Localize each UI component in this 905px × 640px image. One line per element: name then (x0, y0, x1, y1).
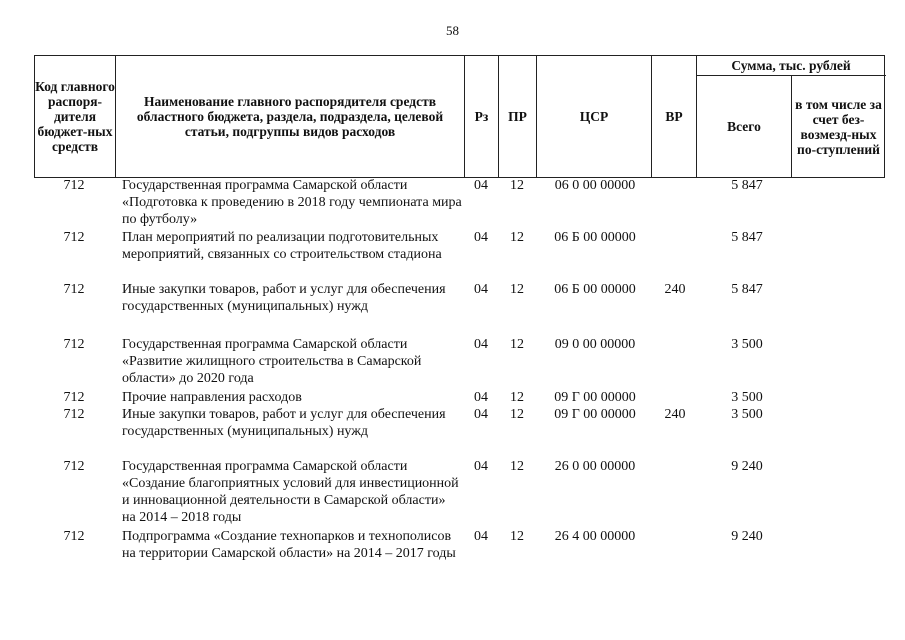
row-rz: 04 (474, 390, 488, 405)
row-code: 712 (63, 282, 85, 297)
row-rz: 04 (474, 459, 488, 474)
row-total: 5 847 (731, 230, 763, 245)
row-rz: 04 (474, 282, 488, 297)
row-name: Государственная программа Самарской области «Подготовка к проведению в 2018 году чемпионата мира по футболу» (122, 178, 462, 227)
row-name: Иные закупки товаров, работ и услуг для обеспечения государственных (муниципальных) нужд (122, 407, 446, 439)
row-pr: 12 (510, 529, 524, 544)
row-csr: 06 Б 00 00000 (554, 282, 636, 297)
row-rz: 04 (474, 529, 488, 544)
row-csr: 06 Б 00 00000 (554, 230, 636, 245)
row-csr: 09 Г 00 00000 (554, 390, 636, 405)
row-code: 712 (63, 230, 85, 245)
row-rz: 04 (474, 178, 488, 193)
header-csr: ЦСР (579, 109, 609, 124)
row-pr: 12 (510, 390, 524, 405)
row-total: 5 847 (731, 282, 763, 297)
row-rz: 04 (474, 407, 488, 422)
row-rz: 04 (474, 337, 488, 352)
row-pr: 12 (510, 337, 524, 352)
row-vr: 240 (664, 282, 686, 297)
row-total: 3 500 (731, 407, 763, 422)
header-vr: ВР (665, 109, 683, 124)
row-total: 3 500 (731, 390, 763, 405)
row-code: 712 (63, 407, 85, 422)
row-name: Иные закупки товаров, работ и услуг для обеспечения государственных (муниципальных) нужд (122, 282, 446, 314)
row-pr: 12 (510, 230, 524, 245)
page-number: 58 (446, 23, 459, 38)
row-csr: 09 0 00 00000 (554, 337, 636, 352)
row-total: 9 240 (731, 459, 763, 474)
row-rz: 04 (474, 230, 488, 245)
row-name: Подпрограмма «Создание технопарков и технополисов на территории Самарской области» на 2014 – 2017 годы (122, 529, 456, 561)
row-csr: 26 0 00 00000 (554, 459, 636, 474)
row-vr: 240 (664, 407, 686, 422)
header-gratuitous: в том числе за счет без-возмезд-ных по-ступлений (795, 96, 882, 157)
row-name: Государственная программа Самарской области «Создание благоприятных условий для инвестиционной и инновационной деятельности в Самарской области» на 2014 – 2018 годы (122, 459, 459, 525)
row-name: Государственная программа Самарской области «Развитие жилищного строительства в Самарской области» до 2020 года (122, 337, 422, 386)
row-pr: 12 (510, 178, 524, 193)
row-name: План мероприятий по реализации подготовительных мероприятий, связанных со строительством стадиона (122, 230, 442, 262)
row-total: 9 240 (731, 529, 763, 544)
row-csr: 26 4 00 00000 (554, 529, 636, 544)
row-code: 712 (63, 459, 85, 474)
row-csr: 09 Г 00 00000 (554, 407, 636, 422)
header-code: Код главного распоря-дителя бюджет-ных средств (35, 79, 115, 154)
row-code: 712 (63, 337, 85, 352)
row-pr: 12 (510, 459, 524, 474)
row-code: 712 (63, 178, 85, 193)
header-rz: Рз (474, 109, 489, 124)
row-name: Прочие направления расходов (122, 390, 302, 405)
header-pr: ПР (508, 109, 527, 124)
row-total: 3 500 (731, 337, 763, 352)
row-code: 712 (63, 529, 85, 544)
header-name: Наименование главного распорядителя средств областного бюджета, раздела, подраздела, целевой статьи, подгруппы видов расходов (136, 94, 444, 139)
row-total: 5 847 (731, 178, 763, 193)
header-total: Всего (727, 119, 761, 134)
row-pr: 12 (510, 282, 524, 297)
table-header (34, 55, 885, 178)
row-code: 712 (63, 390, 85, 405)
row-pr: 12 (510, 407, 524, 422)
row-csr: 06 0 00 00000 (554, 178, 636, 193)
header-sum-group: Сумма, тыс. рублей (731, 58, 851, 73)
